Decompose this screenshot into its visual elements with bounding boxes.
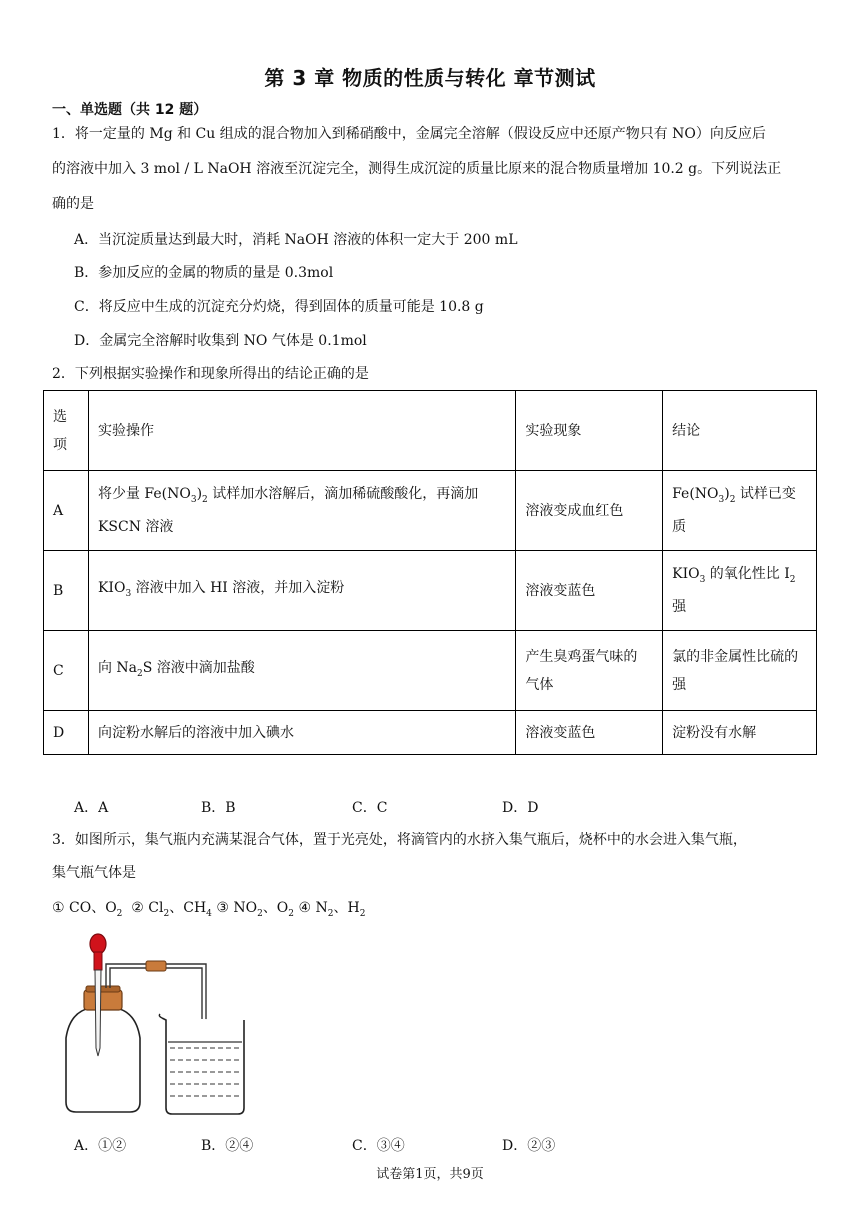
q3-choice-c: C．③④ (352, 1138, 405, 1154)
page-title: 第 3 章 物质的性质与转化 章节测试 (264, 66, 596, 90)
row-a-option: A (44, 471, 89, 551)
q3-choice-d: D．②③ (502, 1138, 556, 1154)
q1-option-c: C．将反应中生成的沉淀充分灼烧，得到固体的质量可能是 10.8 g (74, 299, 484, 315)
header-operation: 实验操作 (88, 391, 515, 471)
row-d-conclusion: 淀粉没有水解 (663, 711, 817, 755)
row-a-phenomenon: 溶液变成血红色 (516, 471, 663, 551)
q1-option-a: A．当沉淀质量达到最大时，消耗 NaOH 溶液的体积一定大于 200 mL (74, 232, 518, 248)
header-conclusion: 结论 (663, 391, 817, 471)
dropper-tube (95, 970, 101, 1056)
header-option: 选 项 (44, 391, 89, 471)
row-b-phenomenon: 溶液变蓝色 (516, 551, 663, 631)
table-row (44, 551, 817, 631)
row-b-operation: $KIO_3$ 溶液中加入 HI 溶液，并加入淀粉 (88, 551, 515, 631)
row-d-phenomenon: 溶液变蓝色 (516, 711, 663, 755)
row-c-conclusion: 氯的非金属性比硫的 强 (663, 631, 817, 711)
section-heading: 一、单选题（共 12 题） (52, 102, 208, 118)
q3-stem-line2: 集气瓶气体是 (52, 865, 136, 881)
table-row (44, 471, 817, 551)
header-phenomenon: 实验现象 (516, 391, 663, 471)
table-row (44, 631, 817, 711)
q3-stem-line1: 3．如图所示，集气瓶内充满某混合气体，置于光亮处，将滴管内的水挤入集气瓶后，烧杯中的水会进入集气瓶， (52, 832, 747, 848)
q2-choice-b: B．B (201, 800, 236, 816)
row-a-conclusion: $Fe(NO_3)_2$ 试样已变质 (663, 471, 817, 551)
rubber-connector (146, 961, 166, 971)
q1-option-d: D．金属完全溶解时收集到 NO 气体是 0.1mol (74, 333, 367, 349)
q2-choice-c: C．C (352, 800, 388, 816)
dropper-bulb (90, 934, 106, 954)
q1-stem-line1: 1．将一定量的 Mg 和 Cu 组成的混合物加入到稀硝酸中，金属完全溶解（假设反应中还原产物只有 NO）向反应后 (52, 126, 766, 142)
gas-bottle-apparatus-illustration (62, 928, 252, 1128)
row-d-operation: 向淀粉水解后的溶液中加入碘水 (88, 711, 515, 755)
q3-choice-a: A．①② (74, 1138, 127, 1154)
row-d-option: D (44, 711, 89, 755)
q2-choice-d: D．D (502, 800, 539, 816)
row-a-operation: 将少量 $Fe(NO_3)_2$ 试样加水溶解后，滴加稀硫酸酸化，再滴加 KSCN 溶液 (88, 471, 515, 551)
row-c-operation: 向 $Na_2S$ 溶液中滴加盐酸 (88, 631, 515, 711)
q1-option-b: B．参加反应的金属的物质的量是 0.3mol (74, 265, 334, 281)
page-footer: 试卷第1页，共9页 (376, 1167, 484, 1182)
experiment-table (43, 390, 817, 755)
row-c-option: C (44, 631, 89, 711)
q3-choice-b: B．②④ (201, 1138, 254, 1154)
table-header-row (44, 391, 817, 471)
row-b-conclusion: $KIO_3$ 的氧化性比 $I_2$ 强 (663, 551, 817, 631)
table-row (44, 711, 817, 755)
rubber-stopper (84, 990, 122, 1010)
q1-stem-line2: 的溶液中加入 3 mol / L NaOH 溶液至沉淀完全，测得生成沉淀的质量比原来的混合物质量增加 10.2 g。下列说法正 (52, 161, 782, 177)
q3-gas-list: ① CO、$O_2$ ② $Cl_2$、$CH_4$ ③ $NO_2$、$O_2$ ④ $N_2$、$H_2$ (52, 900, 366, 919)
q1-stem-line3: 确的是 (52, 196, 94, 212)
row-c-phenomenon: 产生臭鸡蛋气味的 气体 (516, 631, 663, 711)
gas-bottle (66, 1008, 140, 1112)
beaker (162, 1018, 244, 1114)
row-b-option: B (44, 551, 89, 631)
q2-stem: 2．下列根据实验操作和现象所得出的结论正确的是 (52, 366, 369, 382)
q2-choice-a: A．A (74, 800, 109, 816)
